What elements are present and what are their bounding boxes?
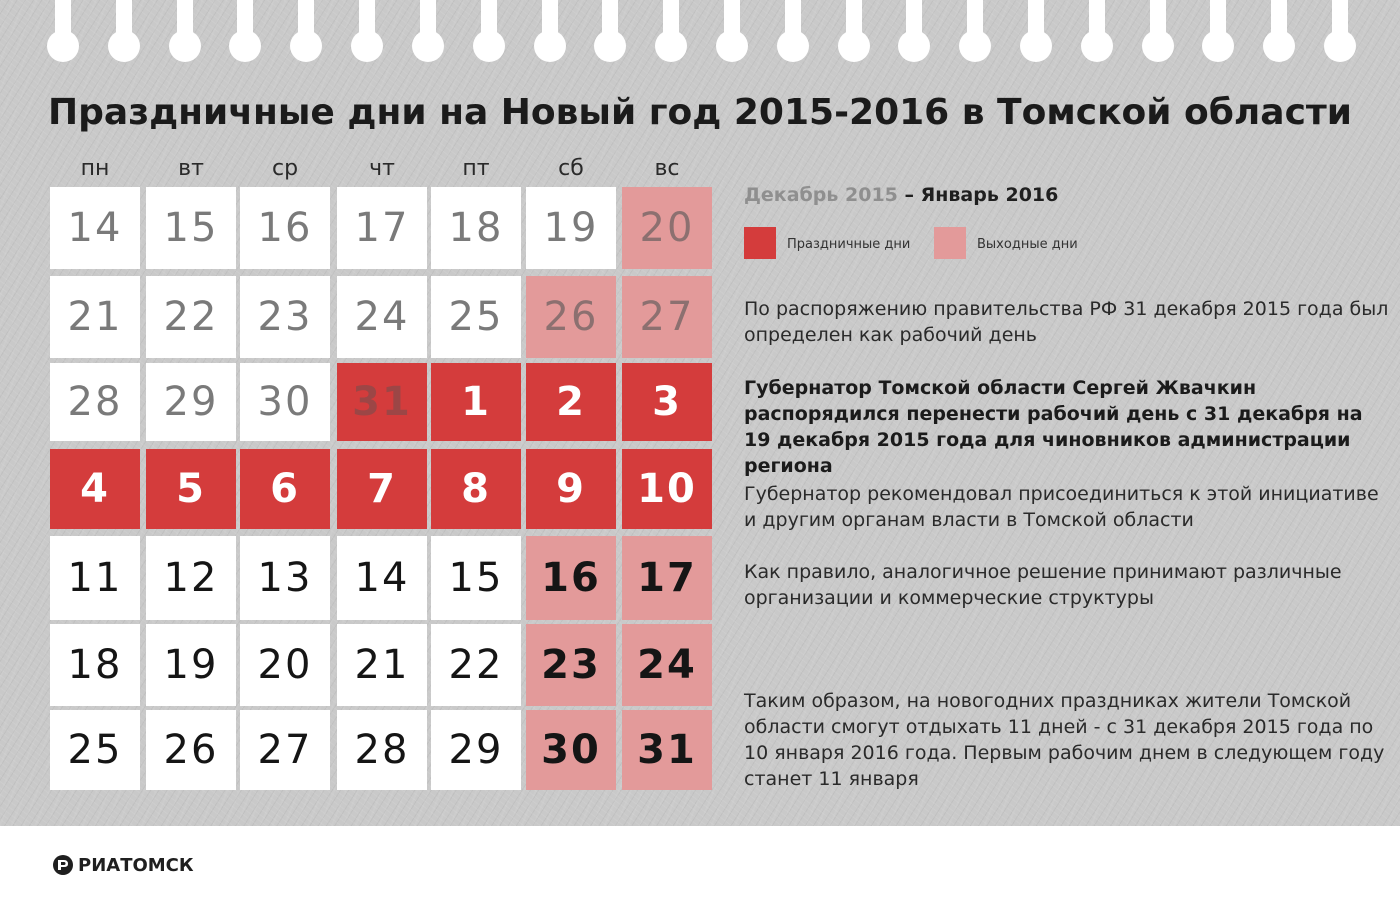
- calendar-day-cell: 10: [622, 449, 712, 529]
- calendar-day-cell: 30: [526, 710, 616, 790]
- calendar-day-cell: 27: [622, 276, 712, 358]
- calendar-day-cell: 12: [146, 536, 236, 620]
- binding-ring: [898, 0, 930, 64]
- calendar-day-cell: 23: [526, 624, 616, 706]
- calendar-day-cell: 15: [431, 536, 521, 620]
- calendar-day-cell: 6: [240, 449, 330, 529]
- calendar-day-cell: 15: [146, 187, 236, 269]
- weekend-swatch: [934, 227, 966, 259]
- ria-logo-icon: [52, 854, 74, 876]
- note-decree: По распоряжению правительства РФ 31 декабря 2015 года был определен как рабочий день: [744, 298, 1389, 346]
- calendar-day-cell: 7: [337, 449, 427, 529]
- calendar-day-cell: 11: [50, 536, 140, 620]
- binding-ring: [716, 0, 748, 64]
- calendar-day-cell: 30: [240, 363, 330, 441]
- calendar-day-cell: 8: [431, 449, 521, 529]
- binding-ring: [959, 0, 991, 64]
- binding-ring: [1142, 0, 1174, 64]
- weekday-header-wed: ср: [271, 156, 299, 181]
- legend-month-prev: Декабрь 2015: [744, 184, 898, 206]
- binding-ring: [108, 0, 140, 64]
- binding-ring: [229, 0, 261, 64]
- weekend-legend-label: Выходные дни: [977, 237, 1078, 252]
- page-title: Праздничные дни на Новый год 2015-2016 в Томской области: [48, 92, 1352, 133]
- calendar-day-cell: 21: [50, 276, 140, 358]
- binding-ring: [594, 0, 626, 64]
- binding-ring: [169, 0, 201, 64]
- calendar-day-cell: 20: [622, 187, 712, 269]
- logo-text: РИАТОМСК: [78, 854, 194, 876]
- calendar-day-cell: 27: [240, 710, 330, 790]
- calendar-day-cell: 5: [146, 449, 236, 529]
- binding-ring: [351, 0, 383, 64]
- note-summary: Таким образом, на новогодних праздниках жители Томской области смогут отдыхать 11 дней - с 31 декабря 2015 года по 10 января 2016 года. Первым рабочим днем в следующем году станет 11 января: [744, 690, 1385, 790]
- calendar-day-cell: 28: [50, 363, 140, 441]
- calendar-day-cell: 1: [431, 363, 521, 441]
- calendar-day-cell: 22: [431, 624, 521, 706]
- calendar-day-cell: 2: [526, 363, 616, 441]
- binding-ring: [1263, 0, 1295, 64]
- weekday-header-sun: вс: [654, 156, 680, 181]
- binding-ring: [655, 0, 687, 64]
- binding-ring: [1324, 0, 1356, 64]
- ria-tomsk-logo[interactable]: [52, 852, 194, 878]
- note-organizations: Как правило, аналогичное решение принимают различные организации и коммерческие структуры: [744, 561, 1342, 609]
- calendar-day-cell: 23: [240, 276, 330, 358]
- calendar-day-cell: 29: [146, 363, 236, 441]
- calendar-day-cell: 19: [146, 624, 236, 706]
- calendar-day-cell: 22: [146, 276, 236, 358]
- legend-title: [744, 184, 1058, 206]
- weekday-header-mon: пн: [80, 156, 110, 181]
- calendar-day-cell: 20: [240, 624, 330, 706]
- legend-dash: –: [897, 184, 921, 206]
- binding-ring: [47, 0, 79, 64]
- calendar-day-cell: 21: [337, 624, 427, 706]
- calendar-day-cell: 9: [526, 449, 616, 529]
- binding-ring: [534, 0, 566, 64]
- weekday-header-tue: вт: [178, 156, 204, 181]
- binding-ring: [473, 0, 505, 64]
- calendar-day-cell: 14: [50, 187, 140, 269]
- binding-ring: [838, 0, 870, 64]
- calendar-day-cell: 18: [50, 624, 140, 706]
- calendar-day-cell: 14: [337, 536, 427, 620]
- calendar-day-cell: 13: [240, 536, 330, 620]
- holiday-legend-label: Праздничные дни: [787, 237, 911, 252]
- calendar-day-cell: 4: [50, 449, 140, 529]
- note-recommendation: Губернатор рекомендовал присоединиться к этой инициативе и другим органам власти в Томской области: [744, 483, 1379, 531]
- binding-ring: [290, 0, 322, 64]
- calendar-day-cell: 3: [622, 363, 712, 441]
- calendar-day-cell: 19: [526, 187, 616, 269]
- calendar-day-cell: 24: [622, 624, 712, 706]
- calendar-day-cell: 25: [431, 276, 521, 358]
- calendar-day-cell: 16: [526, 536, 616, 620]
- calendar-day-cell: 17: [337, 187, 427, 269]
- spiral-binding: [0, 0, 1400, 64]
- weekday-header-fri: пт: [462, 156, 490, 181]
- calendar-day-cell: 29: [431, 710, 521, 790]
- calendar-day-cell: 31: [622, 710, 712, 790]
- calendar-day-cell: 18: [431, 187, 521, 269]
- calendar-day-cell: 26: [146, 710, 236, 790]
- binding-ring: [1020, 0, 1052, 64]
- binding-ring: [412, 0, 444, 64]
- calendar-day-cell: 31: [337, 363, 427, 441]
- legend-month-next: Январь 2016: [920, 184, 1059, 206]
- calendar-day-cell: 26: [526, 276, 616, 358]
- calendar-day-cell: 28: [337, 710, 427, 790]
- holiday-swatch: [744, 227, 776, 259]
- calendar-day-cell: 24: [337, 276, 427, 358]
- binding-ring: [777, 0, 809, 64]
- calendar-day-cell: 16: [240, 187, 330, 269]
- weekday-header-thu: чт: [369, 156, 395, 181]
- note-governor-order: Губернатор Томской области Сергей Жвачкин распорядился перенести рабочий день с 31 декабря на 19 декабря 2015 года для чиновников администрации региона: [744, 377, 1363, 477]
- binding-ring: [1081, 0, 1113, 64]
- calendar-day-cell: 17: [622, 536, 712, 620]
- weekday-header-sat: сб: [558, 156, 584, 181]
- binding-ring: [1202, 0, 1234, 64]
- calendar-day-cell: 25: [50, 710, 140, 790]
